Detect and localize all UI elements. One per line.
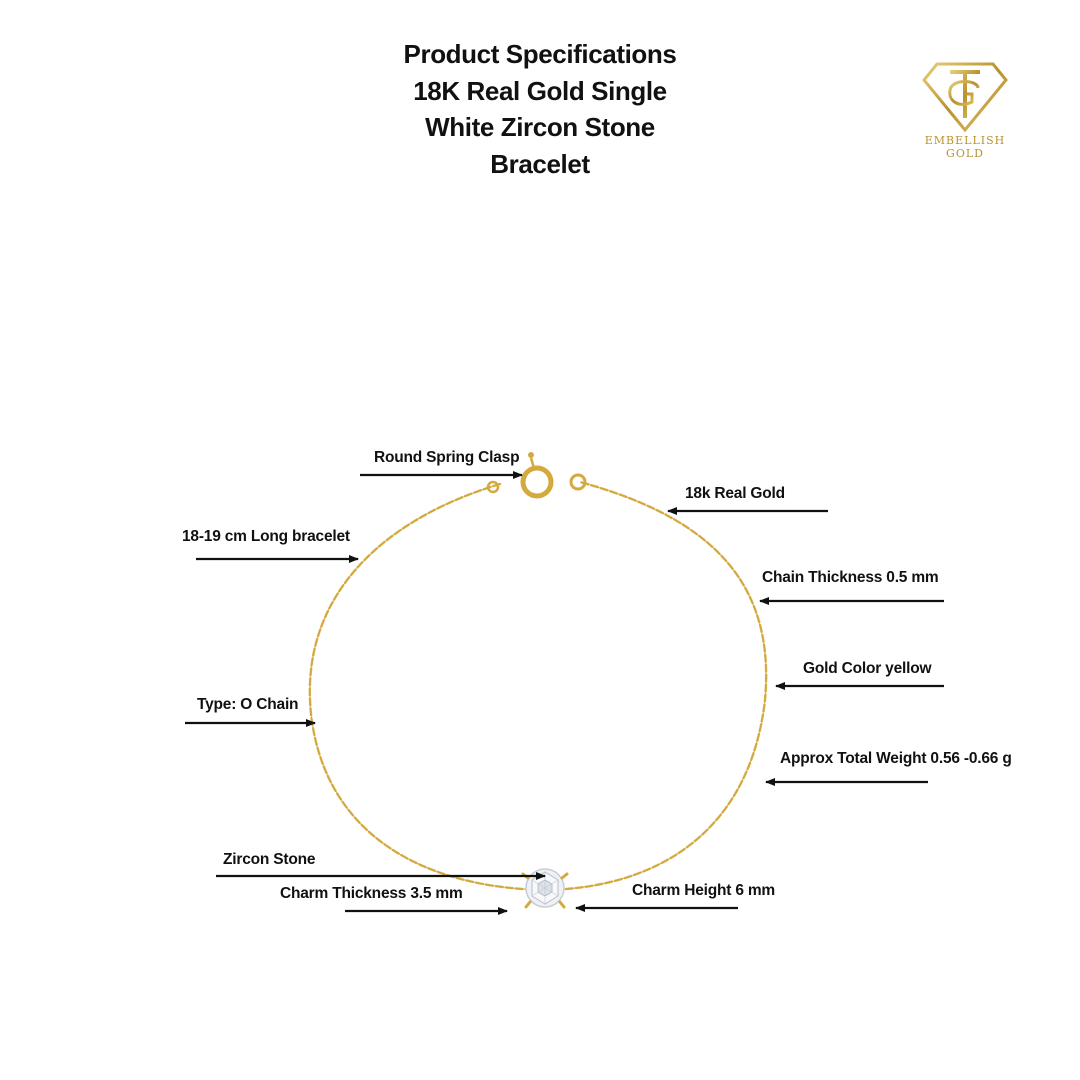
bracelet-chain <box>310 482 766 890</box>
label-gold: 18k Real Gold <box>685 485 785 502</box>
title-line-2: 18K Real Gold Single <box>413 75 667 106</box>
label-type: Type: O Chain <box>197 696 299 713</box>
label-weight: Approx Total Weight 0.56 -0.66 g <box>780 750 1012 767</box>
label-zircon: Zircon Stone <box>223 851 316 868</box>
label-charm-thickness: Charm Thickness 3.5 mm <box>280 885 463 902</box>
logo-text-gold: GOLD <box>946 147 984 160</box>
title-line-3: White Zircon Stone <box>425 112 655 142</box>
title-line-1: Product Specifications <box>403 39 677 69</box>
label-gold-color: Gold Color yellow <box>803 660 932 677</box>
label-length: 18-19 cm Long bracelet <box>182 528 350 545</box>
title-line-4: Bracelet <box>490 148 590 179</box>
zircon-stone <box>523 869 567 907</box>
label-charm-height: Charm Height 6 mm <box>632 882 776 899</box>
label-chain-thickness: Chain Thickness 0.5 mm <box>762 569 939 586</box>
label-clasp: Round Spring Clasp <box>374 449 520 466</box>
logo-text-embellish: EMBELLISH <box>924 134 1006 147</box>
